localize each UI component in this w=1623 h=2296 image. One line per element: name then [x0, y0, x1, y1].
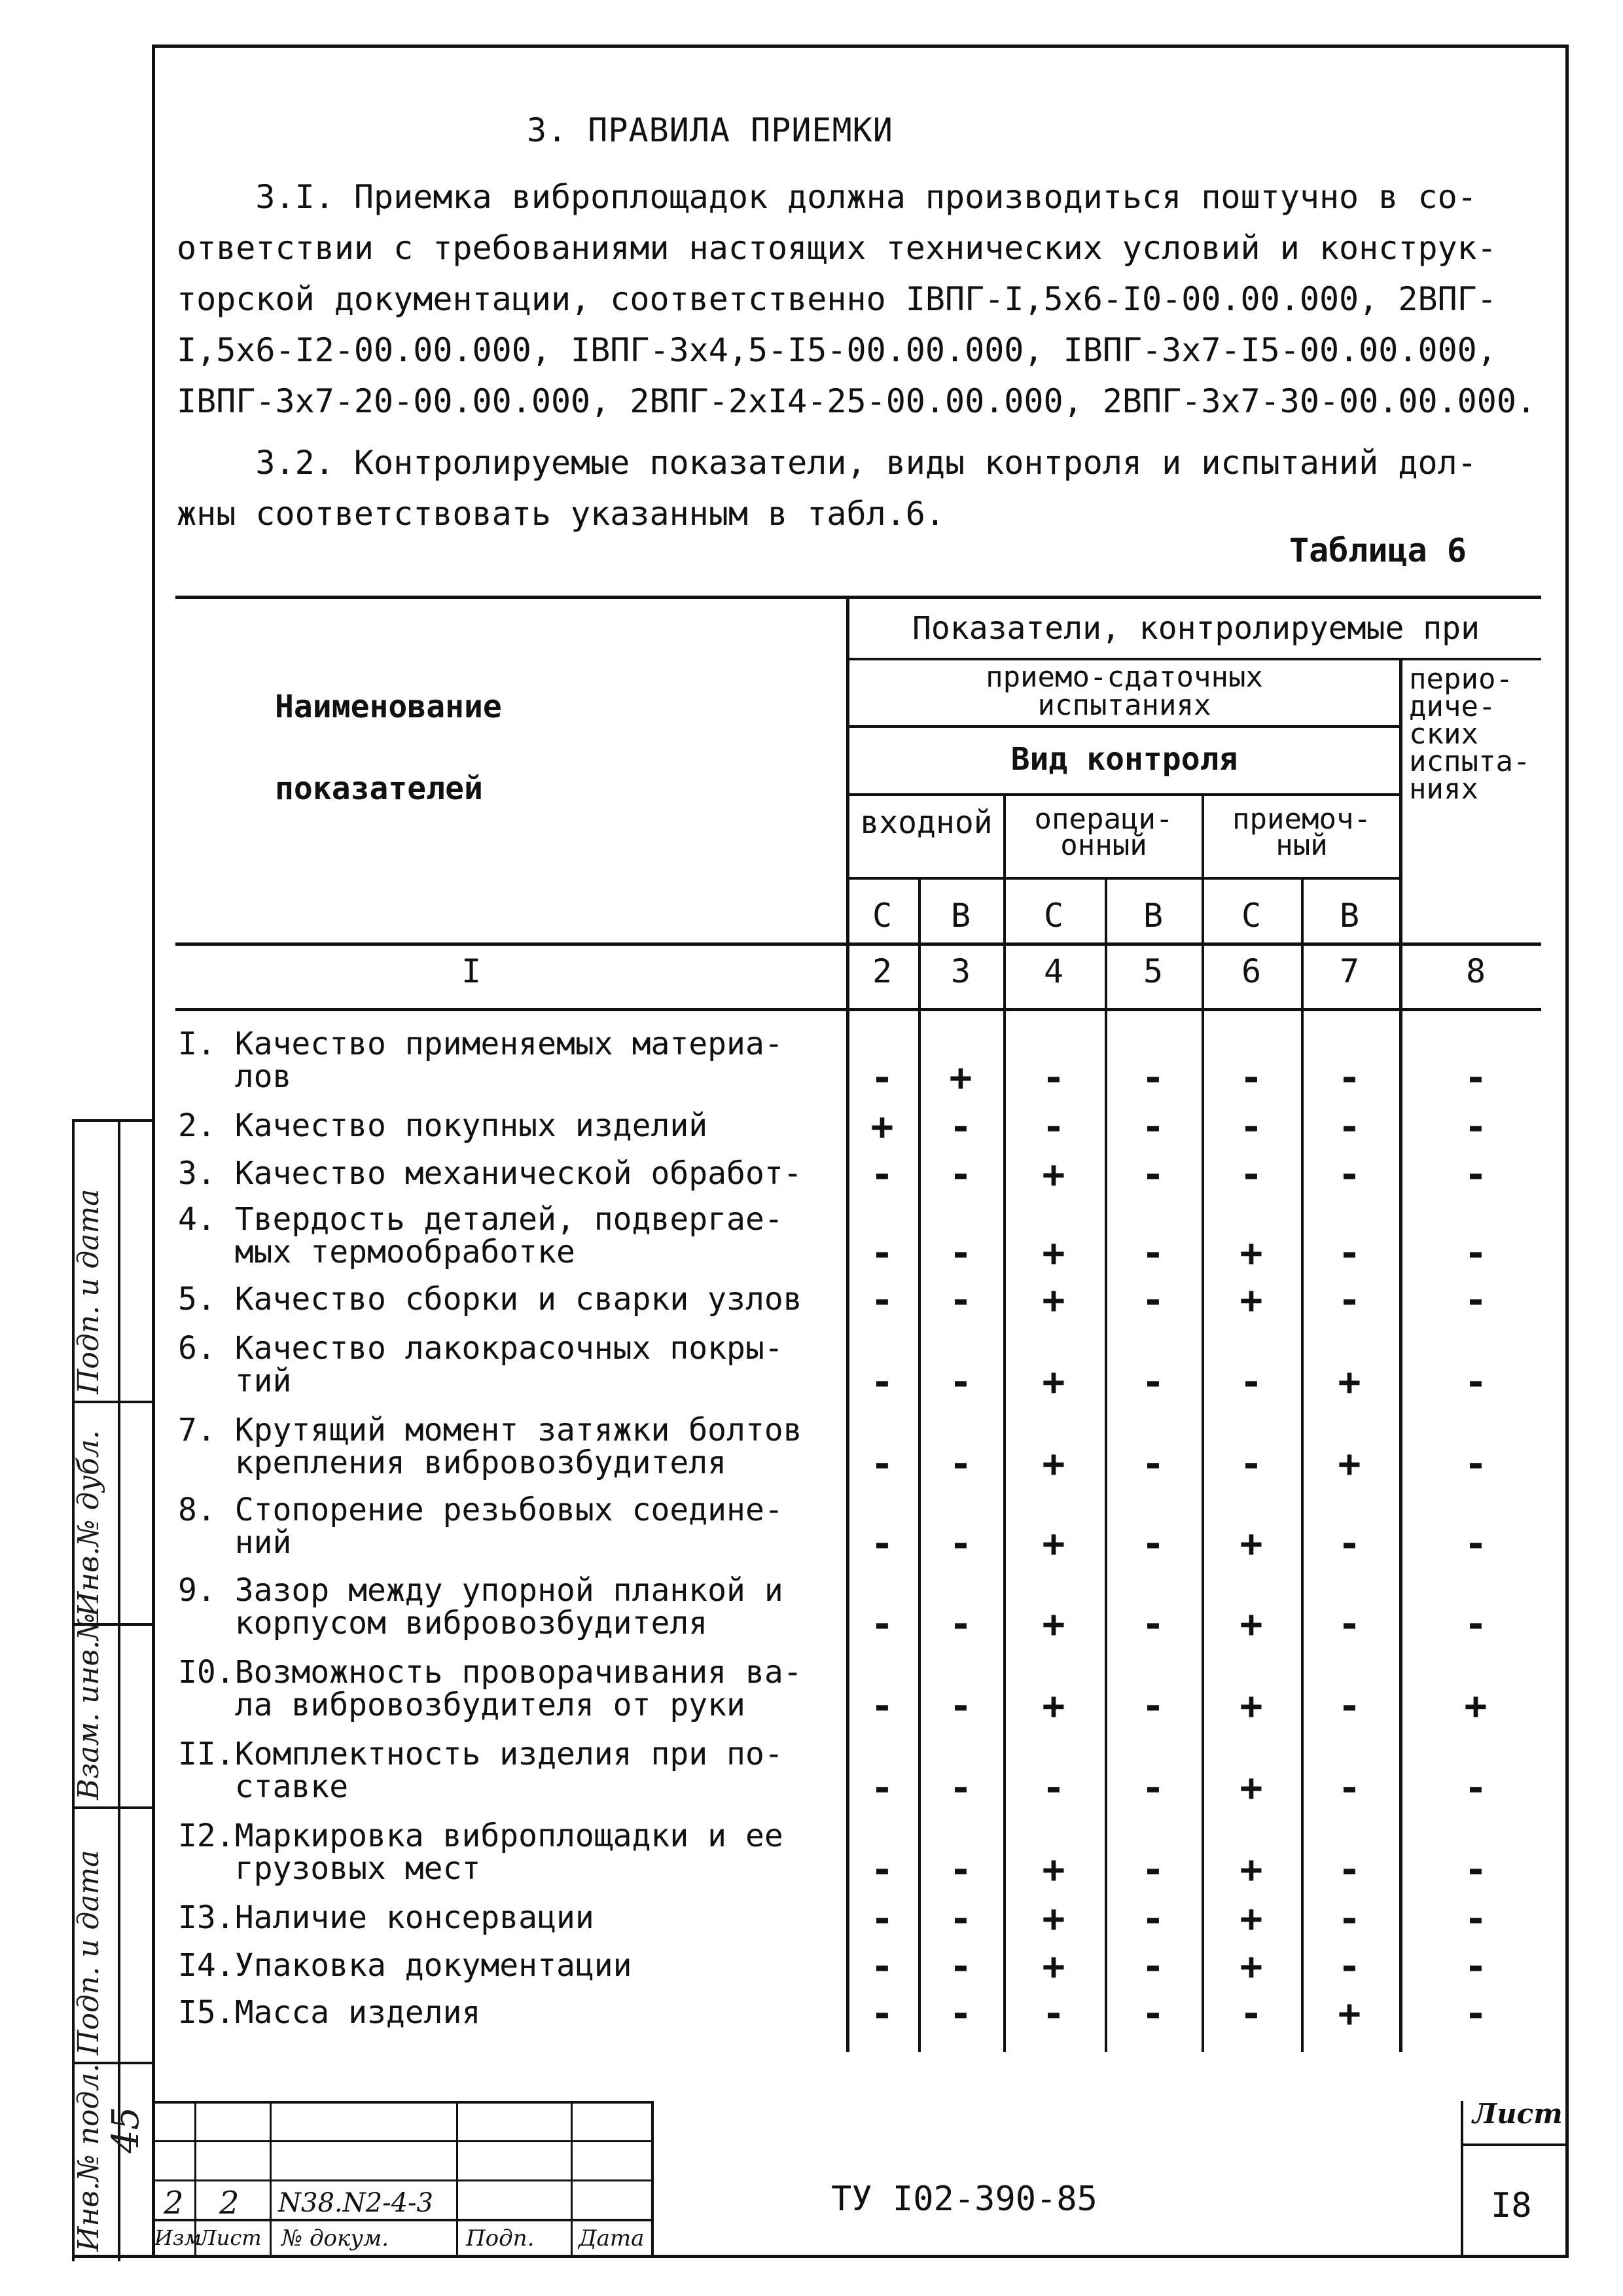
head-oper-1: операци-	[1034, 802, 1173, 836]
tb-col-3	[456, 2101, 458, 2258]
row-mark: -	[1338, 1602, 1361, 1646]
row-mark: -	[870, 1230, 894, 1275]
sub-b-input: В	[950, 897, 971, 935]
row-mark: -	[870, 1055, 894, 1100]
tb-col-2	[270, 2101, 272, 2258]
col-num-7: 7	[1339, 952, 1360, 990]
row-mark: +	[1240, 1683, 1263, 1728]
row-mark: -	[1240, 1441, 1263, 1486]
row-mark: -	[870, 1441, 894, 1486]
row-mark: -	[1464, 1521, 1488, 1566]
col-divider-4	[1105, 877, 1107, 2052]
tb-row-rule-1	[152, 2140, 652, 2142]
row-mark: -	[1464, 1602, 1488, 1646]
row-mark: +	[1464, 1683, 1488, 1728]
row-name: I4.Упаковка документации	[178, 1947, 632, 1984]
row-mark: +	[1338, 1441, 1361, 1486]
row-name: 5. Качество сборки и сварки узлов	[178, 1281, 802, 1318]
row-mark: -	[1338, 1521, 1361, 1566]
tb-label-date: Дата	[579, 2225, 645, 2251]
side-stamp-top-rule	[72, 1119, 154, 1122]
tb-label-izm: Изм	[154, 2225, 202, 2250]
row-mark: +	[1042, 1683, 1065, 1728]
tb-row-rule-2	[152, 2179, 652, 2181]
row-name: грузовых мест	[178, 1850, 481, 1887]
frame-top	[152, 45, 1569, 48]
tb-col-5	[651, 2101, 654, 2258]
sub-b-oper: В	[1143, 897, 1164, 935]
row-name: I. Качество применяемых материа-	[178, 1026, 783, 1062]
row-mark: +	[1042, 1602, 1065, 1646]
row-mark: -	[1464, 1991, 1488, 2036]
document-designation: ТУ I02-390-85	[831, 2179, 1097, 2219]
sheet-number: I8	[1491, 2186, 1532, 2225]
row-mark: -	[1464, 1055, 1488, 1100]
row-mark: -	[870, 1602, 894, 1646]
head-acceptance-2: испытаниях	[1037, 689, 1211, 722]
row-mark: -	[949, 1683, 972, 1728]
row-name: мых термообработке	[178, 1234, 575, 1270]
row-mark: -	[949, 1602, 972, 1646]
row-mark: -	[1141, 1230, 1165, 1275]
row-mark: +	[1042, 1359, 1065, 1404]
row-name: 8. Стопорение резьбовых соедине-	[178, 1492, 783, 1528]
text-line: 3.2. Контролируемые показатели, виды контроля и испытаний дол-	[177, 444, 1477, 482]
row-mark: -	[949, 1104, 972, 1149]
col-divider-6	[1301, 877, 1304, 2052]
head-name-1: Наименование	[275, 689, 502, 725]
row-mark: -	[949, 1278, 972, 1322]
row-mark: -	[1042, 1055, 1065, 1100]
row-mark: -	[949, 1441, 972, 1486]
row-name: ла вибровозбудителя от руки	[178, 1687, 745, 1723]
paragraph-3-1	[177, 171, 1558, 427]
head-name-2: показателей	[275, 770, 483, 807]
row-mark: -	[949, 1230, 972, 1275]
side-stamp-sep-3	[72, 1806, 154, 1809]
row-mark: +	[1042, 1278, 1065, 1322]
tb-sheet-col	[1461, 2101, 1463, 2258]
row-name: корпусом вибровозбудителя	[178, 1605, 708, 1641]
row-mark: -	[949, 1991, 972, 2036]
row-mark: -	[1240, 1055, 1263, 1100]
row-mark: +	[1240, 1765, 1263, 1810]
sub-c-accept: С	[1241, 897, 1262, 935]
sub-b-accept: В	[1339, 897, 1360, 935]
text-line: 3.I. Приемка виброплощадок должна производиться поштучно в со-	[177, 178, 1477, 216]
row-mark: +	[1240, 1230, 1263, 1275]
col-divider-3	[1003, 793, 1006, 2052]
tb-doc-value: N38.N2-4-3	[278, 2188, 433, 2218]
frame-bottom	[72, 2255, 1569, 2258]
row-mark: -	[1141, 1847, 1165, 1892]
row-name: 6. Качество лакокрасочных покры-	[178, 1330, 783, 1367]
head-kind: Вид контроля	[1010, 741, 1238, 778]
row-mark: +	[1240, 1847, 1263, 1892]
row-mark: -	[1338, 1847, 1361, 1892]
head-acceptance-1: приемо-сдаточных	[986, 660, 1263, 694]
row-mark: -	[1141, 1441, 1165, 1486]
side-stamp-orig-inv: Инв.№ подл.	[72, 2063, 105, 2251]
row-mark: -	[870, 1944, 894, 1988]
paragraph-3-2	[177, 437, 1558, 539]
table-caption: Таблица 6	[1289, 531, 1467, 569]
section-title: 3. ПРАВИЛА ПРИЕМКИ	[527, 111, 893, 149]
row-mark: +	[1240, 1944, 1263, 1988]
frame-right	[1565, 45, 1569, 2258]
row-mark: -	[1141, 1944, 1165, 1988]
row-name: 4. Твердость деталей, подвергае-	[178, 1201, 783, 1238]
row-name: I5.Масса изделия	[178, 1994, 481, 2031]
row-mark: -	[1141, 1991, 1165, 2036]
text-line: жны соответствовать указанным в табл.6.	[177, 495, 945, 533]
side-stamp-inv-value: 45	[105, 2106, 147, 2153]
row-mark: +	[1240, 1896, 1263, 1941]
row-mark: +	[1042, 1230, 1065, 1275]
row-mark: -	[1240, 1359, 1263, 1404]
row-name: тий	[178, 1363, 292, 1399]
row-mark: -	[1042, 1765, 1065, 1810]
row-mark: -	[870, 1896, 894, 1941]
row-name: 3. Качество механической обработ-	[178, 1155, 802, 1192]
row-mark: -	[1141, 1104, 1165, 1149]
col-divider-7	[1399, 658, 1402, 2052]
row-mark: -	[1464, 1359, 1488, 1404]
text-line: I,5х6-I2-00.00.000, IВПГ-3х4,5-I5-00.00.000, IВПГ-3х7-I5-00.00.000,	[177, 331, 1497, 369]
head-periodic-3: ских	[1409, 717, 1478, 751]
row-mark: +	[1240, 1602, 1263, 1646]
head-periodic-4: испыта-	[1409, 745, 1531, 778]
row-mark: -	[870, 1521, 894, 1566]
row-mark: +	[1042, 1944, 1065, 1988]
row-mark: -	[870, 1765, 894, 1810]
frame-left	[152, 46, 155, 2258]
row-mark: -	[1338, 1765, 1361, 1810]
row-name: 9. Зазор между упорной планкой и	[178, 1572, 783, 1609]
row-mark: -	[1464, 1441, 1488, 1486]
col-num-5: 5	[1143, 952, 1164, 990]
row-mark: +	[1240, 1278, 1263, 1322]
row-mark: -	[1464, 1230, 1488, 1275]
row-mark: -	[949, 1765, 972, 1810]
row-mark: -	[870, 1847, 894, 1892]
tb-izm-value: 2	[164, 2185, 184, 2221]
row-mark: -	[1338, 1944, 1361, 1988]
row-name: ставке	[178, 1768, 349, 1805]
tb-col-4	[571, 2101, 573, 2258]
col-num-3: 3	[950, 952, 971, 990]
row-mark: -	[1042, 1104, 1065, 1149]
row-mark: -	[1338, 1683, 1361, 1728]
row-name: I3.Наличие консервации	[178, 1899, 594, 1936]
row-mark: -	[949, 1944, 972, 1988]
row-mark: -	[1338, 1055, 1361, 1100]
row-mark: -	[1141, 1359, 1165, 1404]
row-mark: +	[949, 1055, 972, 1100]
row-name: 2. Качество покупных изделий	[178, 1107, 708, 1144]
side-stamp-dup-inv: Инв.№ дубл.	[72, 1430, 105, 1617]
head-accept-2: ный	[1275, 829, 1328, 862]
row-mark: -	[1141, 1055, 1165, 1100]
row-mark: +	[870, 1104, 894, 1149]
head-periodic-2: диче-	[1409, 690, 1496, 723]
row-mark: -	[1464, 1104, 1488, 1149]
row-mark: -	[1338, 1104, 1361, 1149]
row-mark: -	[1464, 1896, 1488, 1941]
sheet-label: Лист	[1472, 2098, 1563, 2130]
row-mark: -	[1141, 1152, 1165, 1196]
col-divider-2	[918, 877, 921, 2052]
side-stamp-sign-date: Подп. и дата	[72, 1850, 105, 2055]
row-mark: -	[1240, 1104, 1263, 1149]
col-num-6: 6	[1241, 952, 1262, 990]
row-mark: -	[1042, 1991, 1065, 2036]
text-line: ответствии с требованиями настоящих технических условий и конструк-	[177, 229, 1497, 267]
tb-label-list: Лист	[199, 2225, 262, 2250]
text-line: торской документации, соответственно IВПГ-I,5х6-I0-00.00.000, 2ВПГ-	[177, 280, 1497, 318]
row-mark: -	[870, 1152, 894, 1196]
row-mark: -	[1464, 1765, 1488, 1810]
row-mark: +	[1338, 1359, 1361, 1404]
tb-label-sign: Подп.	[466, 2225, 535, 2251]
row-mark: +	[1240, 1521, 1263, 1566]
col-divider-5	[1202, 793, 1204, 2052]
row-mark: +	[1042, 1521, 1065, 1566]
row-mark: +	[1042, 1441, 1065, 1486]
row-mark: -	[1141, 1602, 1165, 1646]
row-mark: -	[1141, 1896, 1165, 1941]
row-mark: -	[870, 1278, 894, 1322]
head-periodic-5: ниях	[1409, 772, 1478, 806]
row-mark: -	[1464, 1944, 1488, 1988]
row-mark: -	[949, 1896, 972, 1941]
rule-header-bottom	[175, 942, 1541, 946]
row-name: ний	[178, 1524, 292, 1561]
row-mark: -	[1240, 1991, 1263, 2036]
table-top-rule	[175, 596, 1541, 599]
head-oper-2: онный	[1060, 829, 1147, 862]
row-mark: -	[1338, 1230, 1361, 1275]
row-mark: -	[1240, 1152, 1263, 1196]
col-num-8: 8	[1465, 952, 1486, 990]
side-stamp-sep-1	[72, 1401, 154, 1403]
rule-under-kind	[847, 793, 1400, 796]
col-num-2: 2	[872, 952, 893, 990]
side-stamp-replace-inv: Взам. инв.№	[72, 1613, 105, 1800]
tb-label-doc: № докум.	[281, 2225, 389, 2251]
row-mark: -	[949, 1521, 972, 1566]
row-name: 7. Крутящий момент затяжки болтов	[178, 1412, 802, 1448]
sub-c-oper: С	[1043, 897, 1064, 935]
tb-list-value: 2	[219, 2185, 240, 2221]
tb-sheet-rule	[1461, 2144, 1569, 2146]
tb-top-rule	[152, 2101, 652, 2104]
side-stamp-right-rule	[118, 1119, 120, 2261]
row-mark: -	[1338, 1896, 1361, 1941]
row-mark: -	[1464, 1152, 1488, 1196]
row-mark: -	[870, 1683, 894, 1728]
rule-under-acceptance	[847, 725, 1400, 728]
row-mark: -	[949, 1847, 972, 1892]
row-mark: +	[1042, 1847, 1065, 1892]
row-name: I2.Маркировка виброплощадки и ее	[178, 1818, 783, 1854]
row-mark: -	[949, 1359, 972, 1404]
row-mark: -	[870, 1359, 894, 1404]
row-mark: -	[1141, 1278, 1165, 1322]
row-mark: +	[1042, 1896, 1065, 1941]
head-periodic-1: перио-	[1409, 662, 1513, 696]
row-mark: -	[1338, 1152, 1361, 1196]
row-mark: -	[949, 1152, 972, 1196]
col-num-4: 4	[1043, 952, 1064, 990]
rule-under-kinds	[847, 877, 1400, 880]
rule-under-numbers	[175, 1008, 1541, 1011]
col-num-1: I	[461, 952, 482, 990]
row-mark: -	[1141, 1765, 1165, 1810]
row-mark: +	[1042, 1152, 1065, 1196]
head-top: Показатели, контролируемые при	[912, 610, 1480, 647]
row-mark: -	[1141, 1683, 1165, 1728]
row-mark: +	[1338, 1991, 1361, 2036]
head-accept-1: приемоч-	[1232, 802, 1371, 836]
row-mark: -	[1338, 1278, 1361, 1322]
row-name: лов	[178, 1058, 292, 1095]
row-name: крепления вибровозбудителя	[178, 1444, 727, 1481]
head-input: входной	[860, 804, 993, 841]
row-mark: -	[1464, 1847, 1488, 1892]
side-stamp-sign-date-2: Подп. и дата	[72, 1189, 105, 1394]
row-name: I0.Возможность проворачивания ва-	[178, 1654, 802, 1691]
text-line: IВПГ-3х7-20-00.00.000, 2ВПГ-2хI4-25-00.00.000, 2ВПГ-3х7-30-00.00.000.	[177, 382, 1537, 420]
sub-c-input: С	[872, 897, 893, 935]
row-name: II.Комплектность изделия при по-	[178, 1736, 783, 1772]
row-mark: -	[1464, 1278, 1488, 1322]
row-mark: -	[1141, 1521, 1165, 1566]
row-mark: -	[870, 1991, 894, 2036]
